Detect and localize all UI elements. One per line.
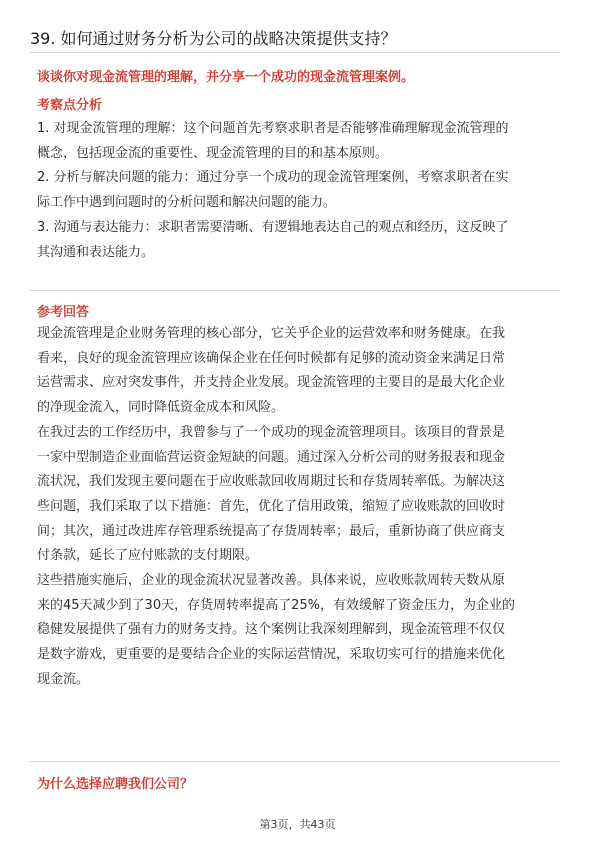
question-title: 39. 如何通过财务分析为公司的战略决策提供支持？ <box>30 29 397 48</box>
answer-p1-line-4: 的净现金流入，同时降低资金成本和风险。 <box>37 400 285 416</box>
analysis-point-3-line-2: 其沟通和表达能力。 <box>37 244 155 260</box>
answer-p1-line-1: 现金流管理是企业财务管理的核心部分，它关乎企业的运营效率和财务健康。在我 <box>37 326 506 341</box>
answer-p2-line-6: 付条款，延长了应付账款的支付期限。 <box>37 548 259 564</box>
analysis-point-1-line-1: 1. 对现金流管理的理解：这个问题首先考察求职者是否能够准确理解现金流管理的 <box>37 121 509 136</box>
analysis-points <box>37 117 559 265</box>
analysis-point-1-line-2: 概念，包括现金流的重要性、现金流管理的目的和基本原则。 <box>37 145 389 161</box>
answer-p2-line-3: 流状况，我们发现主要问题在于应收账款回收周期过长和存货周转率低。为解决这 <box>37 474 506 490</box>
answer-p3-line-5: 现金流。 <box>37 671 90 687</box>
answer-p1-line-2: 看来，良好的现金流管理应该确保企业在任何时候都有足够的流动资金来满足日常 <box>37 350 506 366</box>
analysis-heading: 考察点分析 <box>37 98 103 113</box>
next-question-prompt: 为什么选择应聘我们公司？ <box>37 777 194 792</box>
answer-p3-line-3: 稳健发展提供了强有力的财务支持。这个案例让我深刻理解到，现金流管理不仅仅 <box>37 622 506 638</box>
answer-p2-line-4: 些问题，我们采取了以下措施：首先，优化了信用政策，缩短了应收账款的回收时 <box>37 498 506 514</box>
title-divider <box>30 52 560 53</box>
next-question-divider <box>30 761 560 762</box>
answer-p3-line-1: 这些措施实施后，企业的现金流状况显著改善。具体来说，应收账款周转天数从原 <box>37 573 506 589</box>
answer-body <box>37 322 559 693</box>
answer-p2-line-1: 在我过去的工作经历中，我曾参与了一个成功的现金流管理项目。该项目的背景是 <box>37 424 506 440</box>
analysis-point-2-line-1: 2. 分析与解决问题的能力：通过分享一个成功的现金流管理案例，考察求职者在实 <box>37 170 509 186</box>
page-footer: 第3页，共43页 <box>259 818 336 831</box>
answer-p2-line-5: 间；其次，通过改进库存管理系统提高了存货周转率；最后，重新协商了供应商支 <box>37 523 506 539</box>
answer-p2-line-2: 一家中型制造企业面临营运资金短缺的问题。通过深入分析公司的财务报表和现金 <box>37 449 506 465</box>
answer-heading: 参考回答 <box>37 305 90 320</box>
analysis-point-2-line-2: 际工作中遇到问题时的分析问题和解决问题的能力。 <box>37 195 337 211</box>
answer-p3-line-2: 来的45天减少到了30天，存货周转率提高了25%，有效缓解了资金压力，为企业的 <box>37 597 515 613</box>
analysis-point-3-line-1: 3. 沟通与表达能力：求职者需要清晰、有逻辑地表达自己的观点和经历，这反映了 <box>37 219 509 235</box>
question-prompt: 谈谈你对现金流管理的理解，并分享一个成功的现金流管理案例。 <box>37 70 415 85</box>
answer-p1-line-3: 运营需求、应对突发事件，并支持企业发展。现金流管理的主要目的是最大化企业 <box>37 375 506 391</box>
section-divider <box>30 290 560 291</box>
answer-p3-line-4: 是数字游戏，更重要的是要结合企业的实际运营情况，采取切实可行的措施来优化 <box>37 647 506 663</box>
